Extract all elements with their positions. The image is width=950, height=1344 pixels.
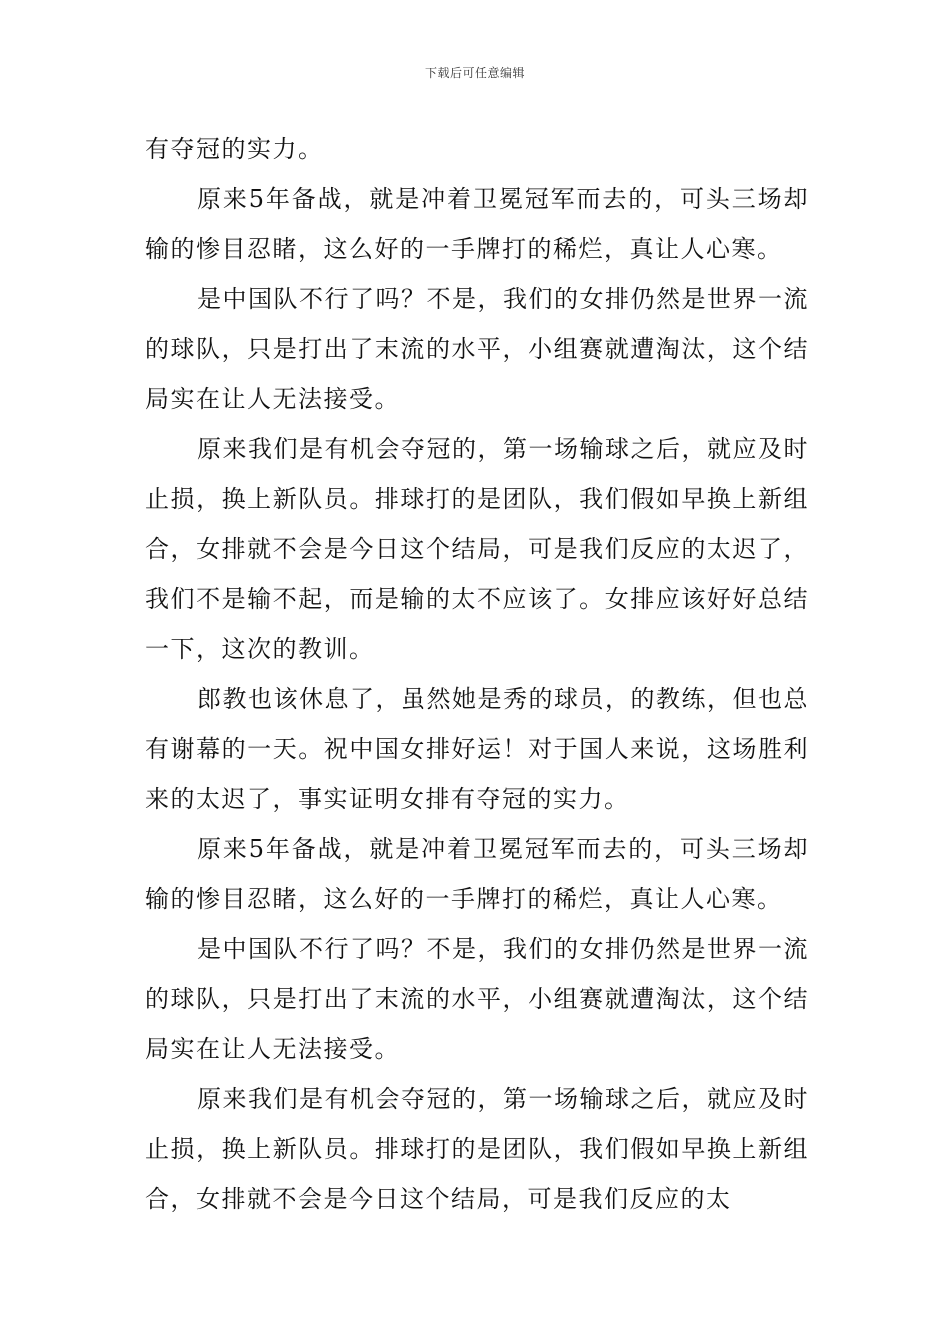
header-note: 下载后可任意编辑 [424, 66, 525, 80]
paragraph: 原来5年备战，就是冲着卫冕冠军而去的，可头三场却输的惨目忍睹，这么好的一手牌打的稀烂，真让人心寒。 [145, 835, 809, 913]
paragraph: 原来我们是有机会夺冠的，第一场输球之后，就应及时止损，换上新队员。排球打的是团队，我们假如早换上新组合，女排就不会是今日这个结局，可是我们反应的太迟了，我们不是输不起，而是输的太不应该了。女排应该好好总结一下，这次的教训。 [145, 435, 809, 663]
paragraph: 原来5年备战，就是冲着卫冕冠军而去的，可头三场却输的惨目忍睹，这么好的一手牌打的稀烂，真让人心寒。 [145, 185, 809, 263]
paragraph: 是中国队不行了吗？不是，我们的女排仍然是世界一流的球队，只是打出了末流的水平，小组赛就遭淘汰，这个结局实在让人无法接受。 [145, 285, 809, 413]
paragraph: 是中国队不行了吗？不是，我们的女排仍然是世界一流的球队，只是打出了末流的水平，小组赛就遭淘汰，这个结局实在让人无法接受。 [145, 935, 809, 1063]
paragraph: 原来我们是有机会夺冠的，第一场输球之后，就应及时止损，换上新队员。排球打的是团队，我们假如早换上新组合，女排就不会是今日这个结局，可是我们反应的太 [145, 1085, 809, 1213]
document-body [145, 124, 809, 1224]
paragraph: 有夺冠的实力。 [145, 135, 324, 163]
paragraph: 郎教也该休息了，虽然她是秀的球员，的教练，但也总有谢幕的一天。祝中国女排好运！对于国人来说，这场胜利来的太迟了，事实证明女排有夺冠的实力。 [145, 685, 809, 813]
